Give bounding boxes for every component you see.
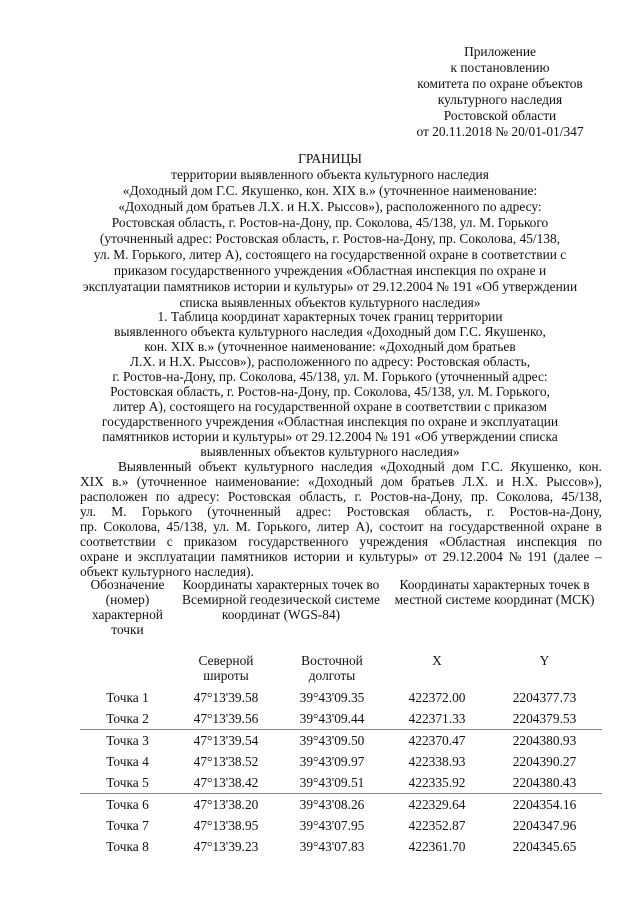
longitude-cell: 39°43'07.83 [299, 839, 365, 854]
paragraph-word: охране [80, 549, 119, 564]
paragraph-line [80, 519, 602, 534]
section-line: выявленных объектов культурного наследия» [200, 444, 460, 459]
paragraph-line [80, 474, 602, 489]
appendix-header [380, 44, 620, 140]
paragraph-word: пр. [470, 489, 489, 504]
longitude-cell: 39°43'08.26 [277, 794, 387, 816]
paragraph-word: Соколова, [103, 519, 161, 534]
coordinates-table [80, 577, 602, 857]
y-cell: 2204380.93 [487, 730, 602, 752]
paragraph-word: Г.С. [481, 459, 504, 474]
paragraph-word: адрес: [295, 504, 332, 519]
section-line: г. Ростов-на-Дону, пр. Соколова, 45/138, ул. М. Горького (уточненный адрес: [112, 369, 548, 384]
x-cell: 422361.70 [408, 839, 466, 854]
paragraph-word: № [508, 549, 522, 564]
paragraph-word: состоит [379, 519, 424, 534]
paragraph-word: дом [452, 459, 474, 474]
paragraph-word: Н.Х. [511, 474, 538, 489]
paragraph-word: и [496, 474, 504, 489]
paragraph-word: эксплуатации [137, 549, 216, 564]
paragraph-word: культуры» [359, 549, 419, 564]
latitude-cell: 47°13'39.54 [175, 730, 277, 752]
paragraph-word: инспекция [516, 534, 578, 549]
paragraph-word: г. [486, 504, 495, 519]
title-line: эксплуатации памятников истории и культуры» от 29.12.2004 № 191 «Об утверждении [82, 279, 578, 294]
paragraph-line [80, 504, 602, 519]
longitude-cell: 39°43'09.97 [299, 754, 365, 769]
paragraph-word: 191 [527, 549, 548, 564]
paragraph-word: область, [424, 504, 472, 519]
paragraph-word: истории [293, 549, 341, 564]
y-cell: 2204345.65 [512, 839, 577, 854]
y-cell: 2204354.16 [487, 794, 602, 816]
point-name-cell: Точка 2 [106, 711, 149, 726]
paragraph-word: государственного [248, 534, 349, 549]
header-y: Y [539, 653, 550, 668]
section-line: литер А), состоящего на государственной охране в соответствии с приказом [113, 399, 547, 414]
paragraph-word: «Доходный [308, 474, 373, 489]
paragraph-word: Ростов-на-Дону, [370, 489, 463, 504]
paragraph-word: и [124, 549, 132, 564]
paragraph-word: дом [381, 474, 403, 489]
paragraph-word: культурного [244, 459, 314, 474]
paragraph-word: ул. [213, 519, 230, 534]
paragraph-word: (уточненный [207, 504, 281, 519]
table-row [80, 815, 602, 836]
section-line: кон. XIX в.» (уточненное наименование: «Доходный дом братьев [144, 339, 516, 354]
latitude-cell: 47°13'39.56 [193, 711, 259, 726]
longitude-cell: 39°43'09.44 [299, 711, 365, 726]
point-name-cell: Точка 6 [80, 794, 175, 816]
paragraph-word: соответствии [80, 534, 156, 549]
section-heading [60, 309, 600, 459]
paragraph-line [80, 489, 602, 504]
title-line: (уточненный адрес: Ростовская область, г. Ростов-на-Дону, пр. Соколова, 45/138, [99, 231, 561, 246]
section-line: Ростовская область, г. Ростов-на-Дону, пр. Соколова, 45/138, ул. М. Горького, [110, 384, 550, 399]
paragraph-word: пр. [80, 519, 98, 534]
point-name-cell: Точка 7 [106, 818, 149, 833]
latitude-cell: 47°13'38.42 [193, 775, 259, 790]
paragraph-word: ул. [80, 504, 97, 519]
latitude-cell: 47°13'39.23 [193, 839, 259, 854]
paragraph-word: в.» [112, 474, 129, 489]
x-cell: 422370.47 [387, 730, 487, 752]
paragraph-word: Горького [141, 504, 193, 519]
paragraph-word: охране [550, 519, 590, 534]
y-cell: 2204377.73 [512, 690, 577, 705]
appendix-line: к постановлению [450, 60, 550, 75]
paragraph-word: Ростовская [227, 489, 291, 504]
paragraph-word: адресу: [177, 489, 220, 504]
paragraph-word: Рыссов»), [546, 474, 602, 489]
y-cell: 2204379.53 [512, 711, 577, 726]
paragraph-line [80, 549, 602, 564]
title-line: приказом государственного учреждения «Областная инспекция по охране и [113, 263, 547, 278]
appendix-line: Приложение [464, 44, 536, 59]
document-title [60, 151, 600, 311]
paragraph-word: объект [198, 459, 237, 474]
latitude-cell: 47°13'38.95 [193, 818, 259, 833]
paragraph-word: памятников [220, 549, 288, 564]
section-line: Л.Х. и Н.Х. Рыссов»), расположенного по адресу: Ростовская область, [129, 354, 531, 369]
point-name-cell: Точка 1 [106, 690, 149, 705]
latitude-cell: 47°13'39.58 [193, 690, 259, 705]
header-point: Обозначение (номер) характерной точки [90, 577, 165, 637]
paragraph-word: расположен [80, 489, 148, 504]
table-row [80, 794, 602, 816]
paragraph-word: Горького, [256, 519, 311, 534]
y-cell: 2204390.27 [512, 754, 577, 769]
paragraph-word: 45/138, [561, 489, 602, 504]
point-name-cell: Точка 5 [106, 775, 149, 790]
longitude-cell: 39°43'09.50 [277, 730, 387, 752]
paragraph-word: «Областная [439, 534, 506, 549]
paragraph-word: наследия [321, 459, 373, 474]
body-paragraph [80, 459, 602, 579]
paragraph-word: приказом [183, 534, 238, 549]
paragraph-word: А), [355, 519, 373, 534]
x-cell: 422371.33 [408, 711, 466, 726]
appendix-line: культурного наследия [437, 92, 563, 107]
appendix-line: Ростовской области [443, 108, 557, 123]
table-row [80, 708, 602, 730]
section-line: 1. Таблица координат характерных точек границ территории [157, 309, 503, 324]
paragraph-word: по [588, 534, 602, 549]
header-east: Восточной долготы [301, 653, 363, 683]
paragraph-word: (далее [553, 549, 590, 564]
title-line: «Доходный дом братьев Л.Х. и Н.Х. Рыссов»), расположенного по адресу: [118, 199, 542, 214]
paragraph-word: «Доходный [379, 459, 445, 474]
x-cell: 422372.00 [408, 690, 466, 705]
title-heading: ГРАНИЦЫ [298, 151, 362, 166]
section-line: памятников истории и культуры» от 29.12.2004 № 191 «Об утверждении списка [102, 429, 558, 444]
x-cell: 422338.93 [408, 754, 466, 769]
paragraph-word: на [429, 519, 443, 534]
longitude-cell: 39°43'09.35 [299, 690, 365, 705]
paragraph-word: по [155, 489, 170, 504]
paragraph-word: XIX [80, 474, 104, 489]
x-cell: 422335.92 [408, 775, 466, 790]
title-line: «Доходный дом Г.С. Якушенко, кон. XIX в.» (уточненное наименование: [122, 183, 538, 198]
title-line: территории выявленного объекта культурного наследия [171, 167, 489, 182]
paragraph-word: литер [316, 519, 350, 534]
header-north: Северной широты [198, 653, 254, 683]
x-cell: 422329.64 [387, 794, 487, 816]
paragraph-word: с [166, 534, 173, 549]
latitude-cell: 47°13'38.52 [193, 754, 259, 769]
section-line: выявленного объекта культурного наследия «Доходный дом Г.С. Якушенко, [114, 324, 546, 339]
header-wgs: Координаты характерных точек во Всемирной геодезической системе координат (WGS-84) [182, 577, 380, 622]
paragraph-word: г. [354, 489, 362, 504]
paragraph-word: Соколова, [496, 489, 554, 504]
paragraph-word: государственной [448, 519, 545, 534]
paragraph-line [80, 534, 602, 549]
y-cell: 2204380.43 [512, 775, 577, 790]
paragraph-word: – [595, 549, 602, 564]
paragraph-word: Л.Х. [462, 474, 489, 489]
paragraph-line [80, 459, 602, 474]
paragraph-word: в [595, 519, 602, 534]
latitude-cell: 47°13'38.20 [175, 794, 277, 816]
table-row [80, 751, 602, 772]
paragraph-word: (уточненное [136, 474, 207, 489]
point-name-cell: Точка 3 [80, 730, 175, 752]
paragraph-word: наименование: [215, 474, 300, 489]
paragraph-word: от [424, 549, 437, 564]
table-row [80, 772, 602, 794]
longitude-cell: 39°43'07.95 [299, 818, 365, 833]
paragraph-word: кон. [578, 459, 602, 474]
paragraph-word: Выявленный [118, 459, 192, 474]
x-cell: 422352.87 [408, 818, 466, 833]
paragraph-word: и [345, 549, 354, 564]
y-cell: 2204347.96 [512, 818, 577, 833]
title-line: Ростовская область, г. Ростов-на-Дону, пр. Соколова, 45/138, ул. М. Горького [111, 215, 549, 230]
paragraph-word: 29.12.2004 [442, 549, 503, 564]
paragraph-word: область, [299, 489, 347, 504]
paragraph-word: учреждения [359, 534, 428, 549]
header-x: X [432, 653, 442, 668]
paragraph-word: М. [235, 519, 251, 534]
paragraph-word: Ростовская [346, 504, 410, 519]
point-name-cell: Точка 4 [106, 754, 149, 769]
table-row [80, 836, 602, 857]
paragraph-word: объект культурного наследия). [80, 564, 254, 579]
paragraph-word: Ростов-на-Дону, [509, 504, 602, 519]
section-line: государственного учреждения «Областная инспекция по охране и эксплуатации [101, 414, 559, 429]
appendix-line: комитета по охране объектов [417, 76, 583, 91]
paragraph-word: М. [111, 504, 127, 519]
table-row [80, 687, 602, 708]
paragraph-word: Якушенко, [510, 459, 572, 474]
header-msk: Координаты характерных точек в местной системе координат (МСК) [394, 577, 595, 607]
point-name-cell: Точка 8 [106, 839, 149, 854]
title-line: списка выявленных объектов культурного наследия» [179, 295, 481, 310]
appendix-line: от 20.11.2018 № 20/01-01/347 [416, 124, 584, 139]
title-line: ул. М. Горького, литер А), состоящего на государственной охране в соответствии с [93, 247, 567, 262]
paragraph-word: 45/138, [166, 519, 207, 534]
paragraph-word: братьев [411, 474, 455, 489]
longitude-cell: 39°43'09.51 [299, 775, 365, 790]
table-row [80, 730, 602, 752]
